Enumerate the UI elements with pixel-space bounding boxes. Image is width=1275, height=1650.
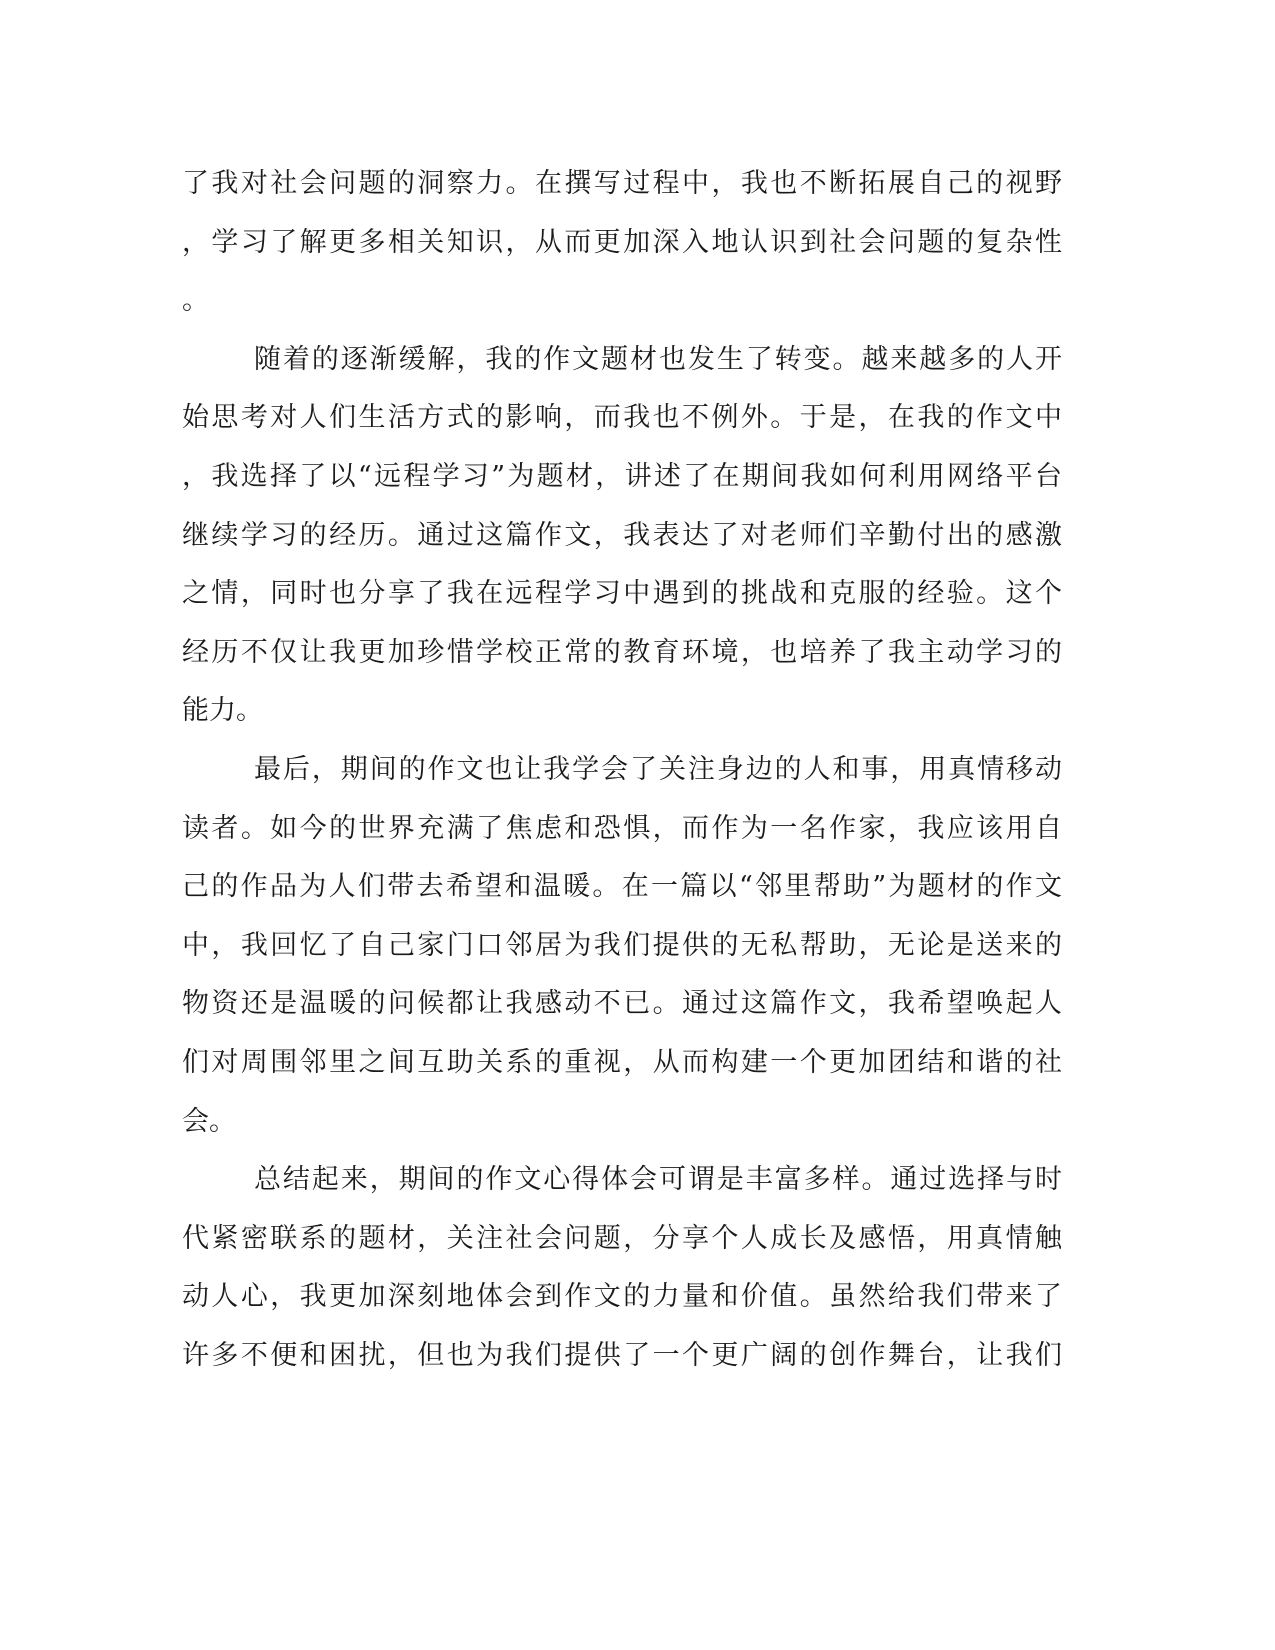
text-line: 继续学习的经历。通过这篇作文，我表达了对老师们辛勤付出的感激 (182, 519, 1062, 551)
text-line: 之情，同时也分享了我在远程学习中遇到的挑战和克服的经验。这个 (182, 578, 1062, 610)
text-line: ，我选择了以“远程学习”为题材，讲述了在期间我如何利用网络平台 (182, 460, 1062, 492)
text-line: 。 (182, 285, 209, 317)
text-line: 经历不仅让我更加珍惜学校正常的教育环境，也培养了我主动学习的 (182, 636, 1062, 668)
text-line: 中，我回忆了自己家门口邻居为我们提供的无私帮助，无论是送来的 (182, 929, 1062, 961)
text-line: 许多不便和困扰，但也为我们提供了一个更广阔的创作舞台，让我们 (182, 1339, 1062, 1371)
text-line: 总结起来，期间的作文心得体会可谓是丰富多样。通过选择与时 (254, 1164, 1062, 1196)
text-line: 了我对社会问题的洞察力。在撰写过程中，我也不断拓展自己的视野 (182, 168, 1062, 199)
text-line: 最后，期间的作文也让我学会了关注身边的人和事，用真情移动 (254, 753, 1062, 785)
text-line: 代紧密联系的题材，关注社会问题，分享个人成长及感悟，用真情触 (182, 1222, 1062, 1254)
text-line: 随着的逐渐缓解，我的作文题材也发生了转变。越来越多的人开 (254, 343, 1062, 375)
text-line: 会。 (182, 1105, 236, 1137)
text-line: 物资还是温暖的问候都让我感动不已。通过这篇作文，我希望唤起人 (182, 988, 1062, 1020)
text-line: 读者。如今的世界充满了焦虑和恐惧，而作为一名作家，我应该用自 (182, 812, 1062, 844)
text-line: 始思考对人们生活方式的影响，而我也不例外。于是，在我的作文中 (182, 402, 1062, 434)
body-text (182, 155, 1062, 1385)
text-line: 们对周围邻里之间互助关系的重视，从而构建一个更加团结和谐的社 (182, 1046, 1062, 1078)
text-line: ，学习了解更多相关知识，从而更加深入地认识到社会问题的复杂性 (182, 226, 1062, 258)
text-line: 动人心，我更加深刻地体会到作文的力量和价值。虽然给我们带来了 (182, 1281, 1062, 1313)
text-line: 己的作品为人们带去希望和温暖。在一篇以“邻里帮助”为题材的作文 (182, 871, 1062, 903)
text-line: 能力。 (182, 695, 263, 727)
